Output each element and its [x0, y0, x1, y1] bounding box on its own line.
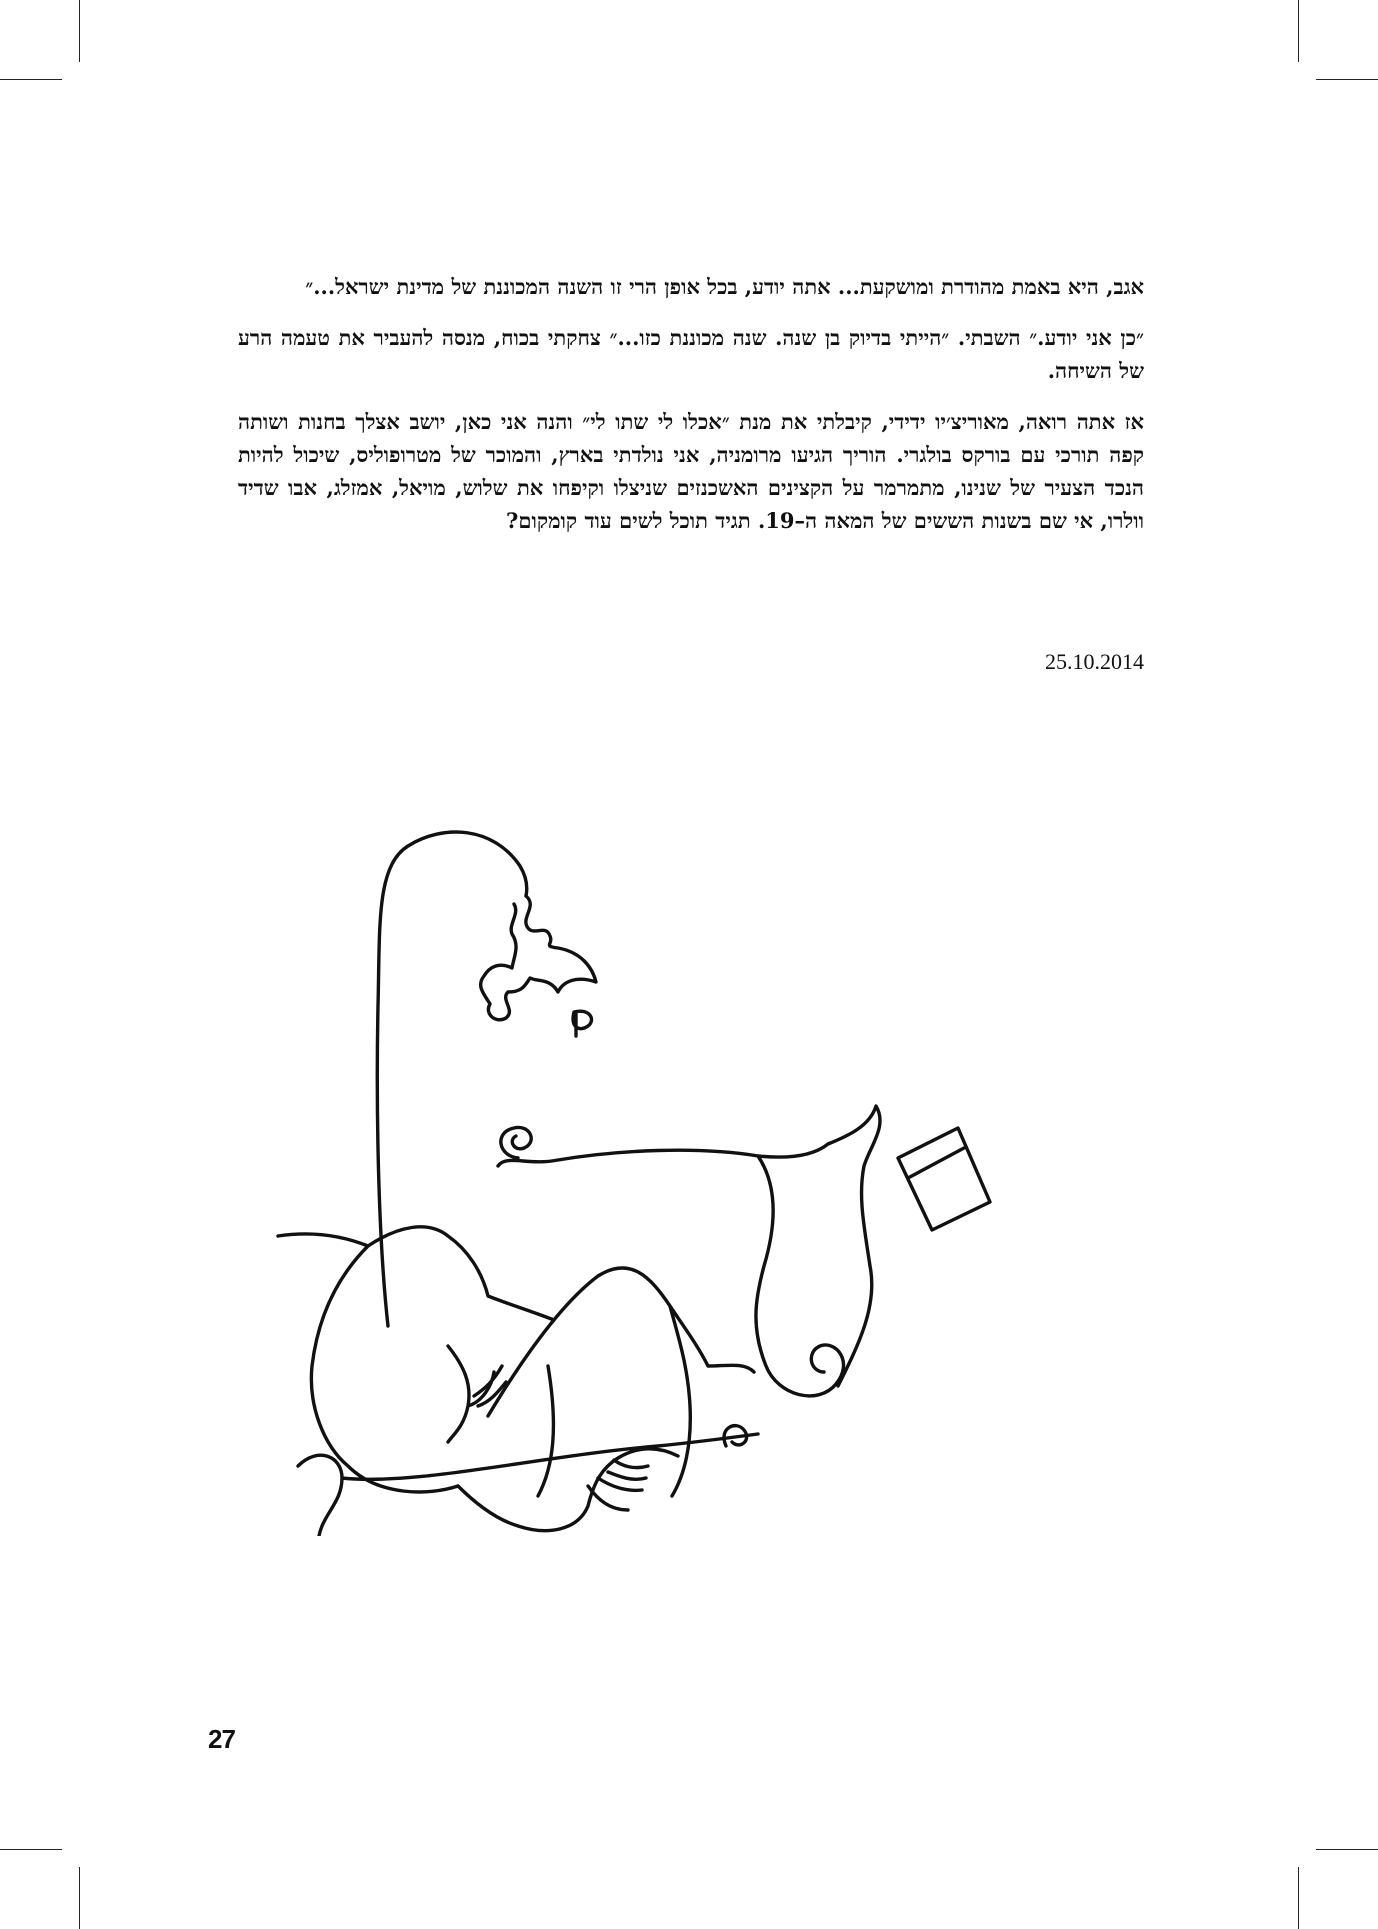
crop-mark-bottom-left-vertical: [79, 1867, 80, 1929]
lamp-pole: [377, 832, 526, 1326]
crop-mark-bottom-left-horizontal: [0, 1849, 62, 1850]
page-number: 27: [208, 1724, 235, 1754]
lamp-bulb: [573, 1011, 591, 1036]
paragraph: ״כן אני יודע.״ השבתי. ״הייתי בדיוק בן שנה. שנה מכוננת כזו...״ צחקתי בכוח, מנסה להעביר את טעמה הרע של השיחה.: [238, 325, 1144, 383]
body-text: [238, 270, 1144, 555]
left-figure: [278, 1227, 554, 1492]
paragraph: אגב, היא באמת מהודרת ומושקעת... אתה יודע, בכל אופן הרי זו השנה המכוננת של מדינת ישראל...״: [305, 274, 1144, 299]
crop-mark-top-right-horizontal: [1316, 79, 1378, 80]
crop-mark-top-left-vertical: [79, 0, 80, 62]
date: 25.10.2014: [1045, 649, 1144, 674]
line-drawing-illustration: [258, 806, 1158, 1536]
crop-mark-top-right-vertical: [1298, 0, 1299, 62]
paragraph: אז אתה רואה, מאוריצ׳יו ידידי, קיבלתי את מנת ״אכלו לי שתו לי״ והנה אני כאן, יושב אצלך בחנות ושותה קפה תורכי עם בורקס בולגרי. הוריך הגיעו מרומניה, אני נולדתי בארץ, והמוכר של מטרופוליס, שיכול להיות הנכד הצעיר של שנינו, מתמרמר על הקצינים האשכנזים שניצלו וקיפחו את שלוש, מויאל, אמזלג, אבו שדיד וולרו, אי שם בשנות הששים של המאה ה–19. תגיד תוכל לשים עוד קומקום?: [238, 409, 1144, 533]
left-hand: [448, 1346, 506, 1442]
crop-mark-top-left-horizontal: [0, 79, 62, 80]
tilted-box: [898, 1128, 990, 1230]
reaching-hand: [588, 1460, 648, 1510]
lamp-shade: [481, 896, 596, 1020]
crop-mark-bottom-right-horizontal: [1316, 1849, 1378, 1850]
crop-mark-bottom-right-vertical: [1298, 1867, 1299, 1929]
spiral-bar: [498, 1127, 828, 1166]
